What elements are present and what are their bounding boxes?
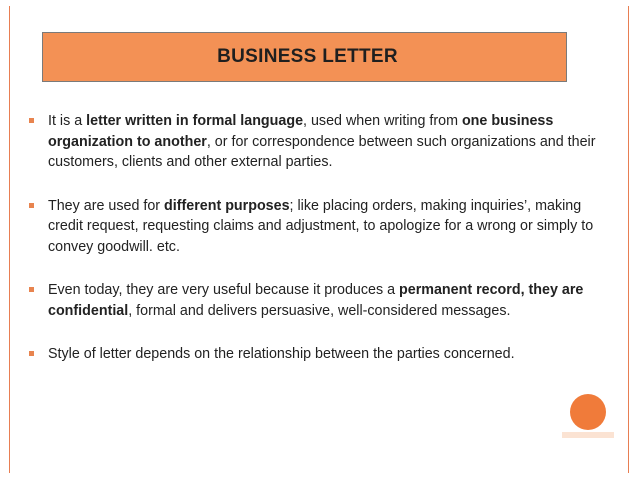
text-segment: , used when writing from [303,113,462,129]
bold-segment: permanent record, they are confidential [48,282,584,319]
bullet-item [28,344,608,365]
decorative-footer-bar [562,432,614,438]
decorative-circle-icon [570,394,606,430]
text-segment: ; like placing orders, making inquiries’, making credit request, requesting claims and adjustment, to apologize for a wrong or simply to convey goodwill. etc. [48,197,594,255]
bold-segment: letter written [86,113,172,129]
square-bullet-icon [29,118,34,123]
text-segment: , formal and delivers persuasive, well-considered messages. [128,302,511,319]
slide-title: BUSINESS LETTER [217,46,398,67]
text-segment: They are used for [48,197,165,214]
bullet-item [28,280,608,321]
square-bullet-icon [29,287,34,292]
bullet-text [48,282,583,319]
bold-segment: one business organization to another [48,113,554,150]
bold-segment: in formal language [175,113,304,129]
bullet-item [28,111,608,173]
square-bullet-icon [29,351,34,356]
text-segment: Style of letter depends on the relationship between the parties concerned. [48,346,515,362]
bullet-list [28,111,608,388]
bold-segment: different purposes [164,197,290,214]
text-segment: It is a [48,113,87,129]
title-banner [42,32,567,82]
bullet-item [28,196,608,258]
text-segment: , or for correspondence between such organizations and their customers, clients and other external parties. [48,133,596,170]
bullet-text [48,198,593,255]
text-segment: Even today, they are very useful because it produces a [48,282,400,298]
bullet-text [48,346,515,362]
bullet-text [48,113,596,170]
square-bullet-icon [29,203,34,208]
